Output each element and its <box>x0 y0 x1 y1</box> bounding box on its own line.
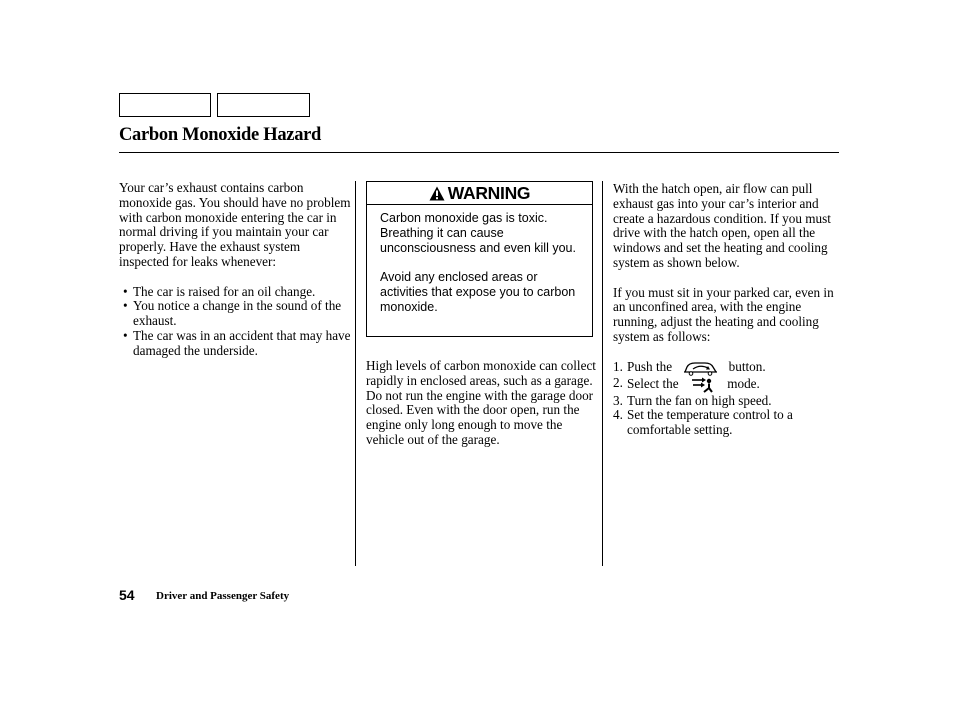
recirculation-car-icon <box>681 360 721 376</box>
right-column <box>613 182 839 438</box>
nav-tab-box-1[interactable] <box>119 93 211 117</box>
page-number: 54 <box>119 587 135 603</box>
bullet-icon: • <box>123 298 128 314</box>
parked-paragraph: If you must sit in your parked car, even in an unconfined area, with the engine running, adjust the heating and cooling system as follows: <box>613 284 834 344</box>
list-item: 2. Select the mode. <box>613 376 839 394</box>
vent-mode-icon <box>690 376 716 394</box>
garage-paragraph: High levels of carbon monoxide can collect rapidly in enclosed areas, such as a garage. Do not run the engine with the garage door closed. Even with the door open, run the engine only long enough to move the vehicle out of the garage. <box>366 358 596 447</box>
left-column <box>119 181 351 359</box>
bullet-icon: • <box>123 327 128 343</box>
list-item: • The car was in an accident that may have damaged the underside. <box>123 327 351 358</box>
column-divider-left <box>355 181 356 566</box>
warning-paragraph: Carbon monoxide gas is toxic. Breathing it can cause unconsciousness and even kill you. <box>380 211 576 255</box>
title-divider <box>119 152 839 153</box>
warning-heading: WARNING <box>447 182 531 203</box>
middle-column <box>366 359 596 448</box>
warning-paragraph: Avoid any enclosed areas or activities that expose you to carbon monoxide. <box>380 270 576 314</box>
hatch-paragraph: With the hatch open, air flow can pull exhaust gas into your car’s interior and create a hazardous condition. If you must drive with the hatch open, open all the windows and set the heating and cooling system as shown below. <box>613 181 831 270</box>
page-title: Carbon Monoxide Hazard <box>119 125 322 145</box>
list-item: 3. Turn the fan on high speed. <box>613 392 772 408</box>
bullet-icon: • <box>123 283 128 299</box>
list-item: • The car is raised for an oil change. <box>123 283 316 299</box>
list-item: • You notice a change in the sound of the exhaust. <box>123 298 342 329</box>
intro-paragraph: Your car’s exhaust contains carbon monoxide gas. You should have no problem with carbon monoxide entering the car in normal driving if you maintain your car properly. Have the exhaust system inspected for leaks whenever: <box>119 180 351 269</box>
steps-list <box>613 360 839 438</box>
warning-header <box>367 182 592 205</box>
list-item: 1. Push the button. <box>613 358 766 374</box>
nav-tab-box-2[interactable] <box>217 93 310 117</box>
inspection-bullet-list <box>119 285 351 359</box>
warning-body <box>367 205 592 315</box>
column-divider-right <box>602 181 603 566</box>
list-item: 4. Set the temperature control to a comfortable setting. <box>613 407 793 438</box>
warning-box <box>366 181 593 337</box>
section-footer-label: Driver and Passenger Safety <box>156 590 290 602</box>
warning-triangle-icon <box>429 186 445 201</box>
